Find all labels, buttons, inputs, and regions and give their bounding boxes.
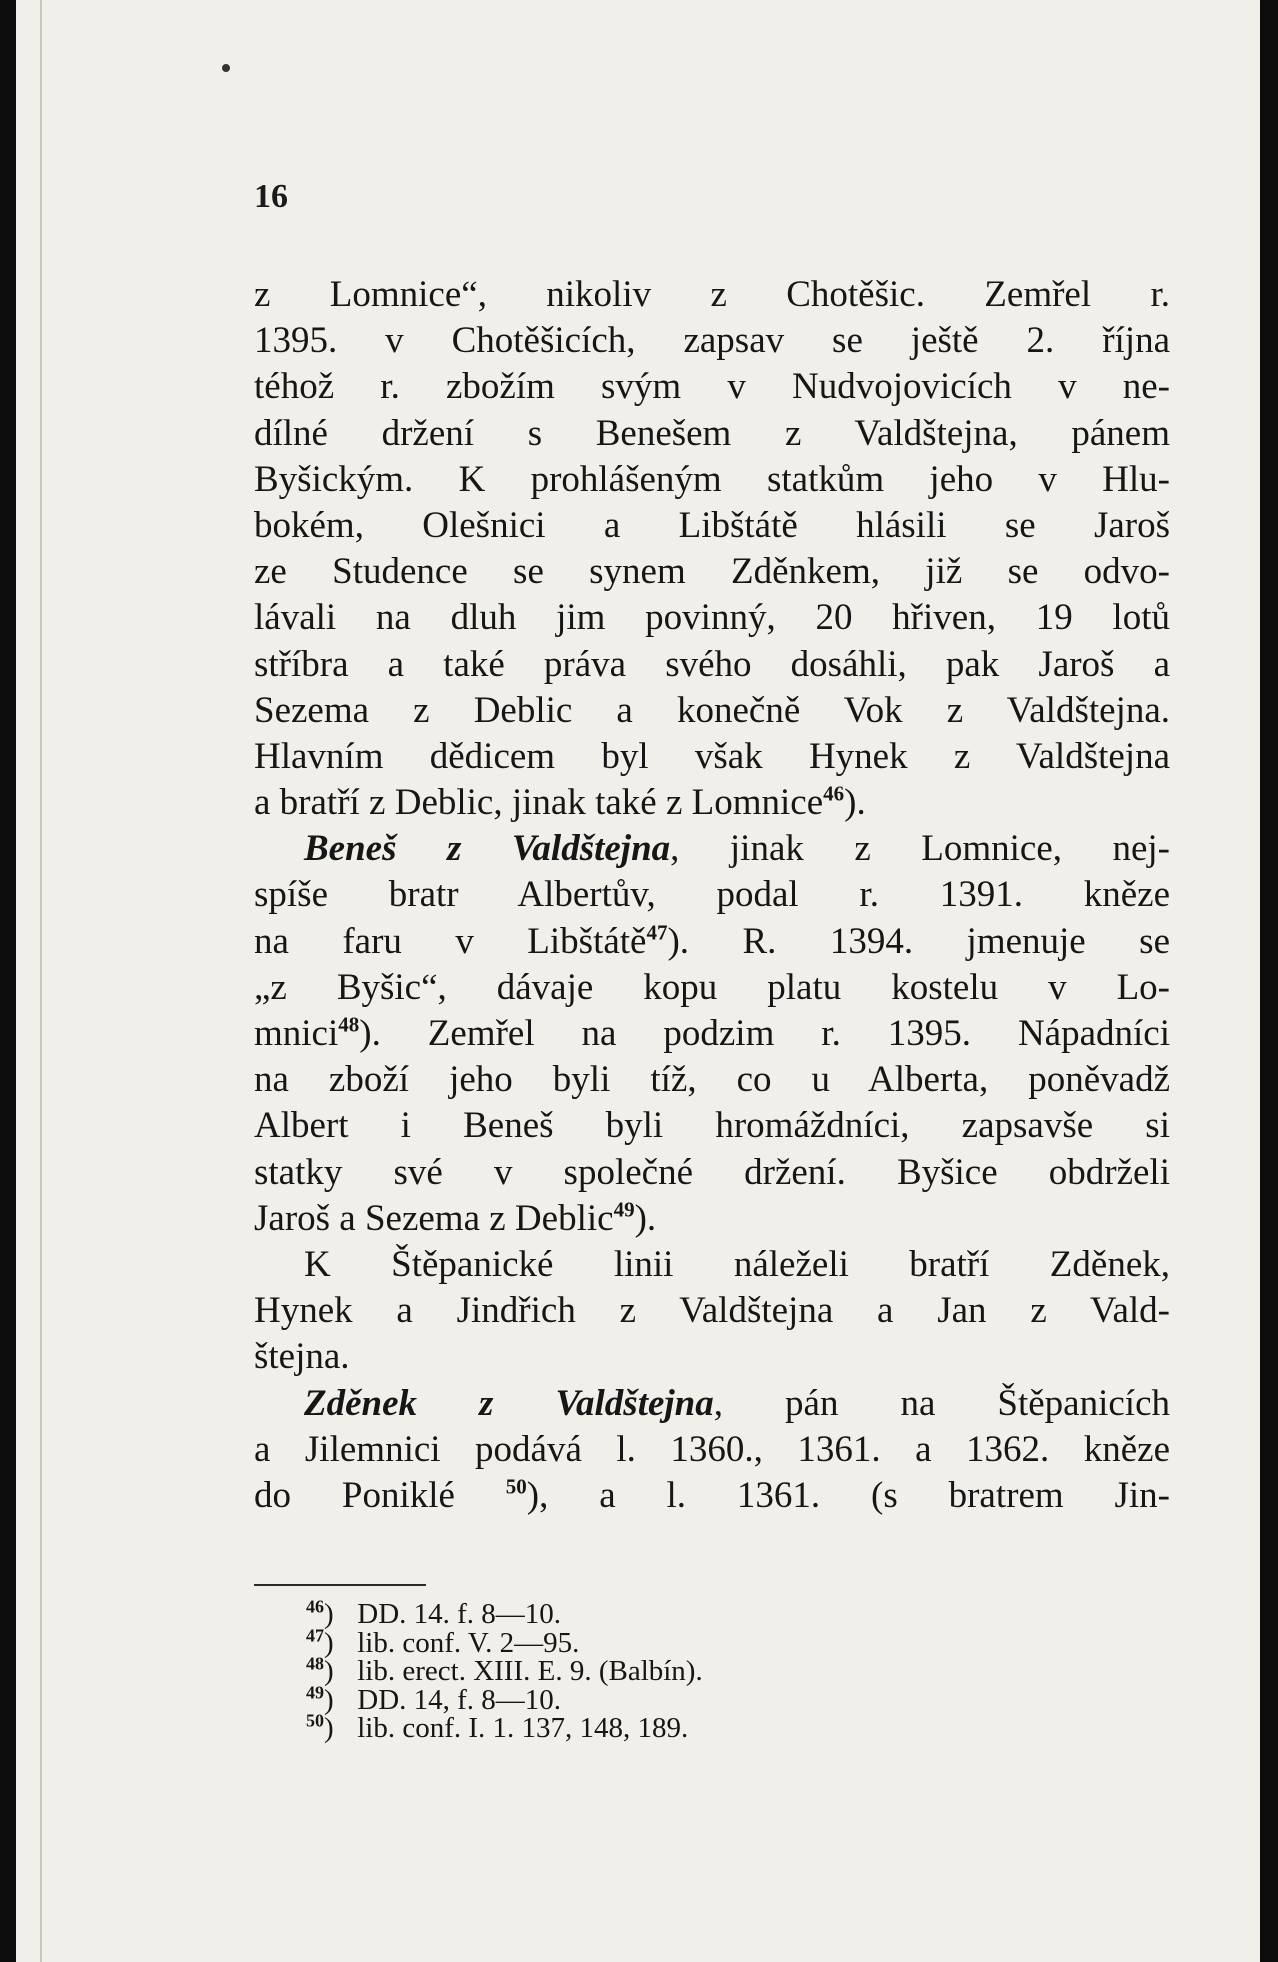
- italic-name: Zděnek z Valdštejna: [304, 1382, 714, 1424]
- footnote: $^{47}$) lib. conf. V. 2—95.: [306, 1624, 580, 1659]
- text-line: K Štěpanické linii náleželi bratří Zděnek,: [304, 1243, 1170, 1285]
- text-line: 1395. v Chotěšicích, zapsav se ještě 2. října: [254, 320, 1170, 362]
- footnotes: [306, 1596, 703, 1744]
- text-line: dílné držení s Benešem z Valdštejna, pánem: [254, 412, 1170, 454]
- text-line: statky své v společné držení. Byšice obdrželi: [254, 1151, 1170, 1193]
- footnote-number: $^{46}$): [306, 1596, 334, 1630]
- footnote-reference: 50: [505, 1474, 527, 1499]
- text-line: mnici$^{48}$). Zemřel na podzim r. 1395. Nápadníci: [254, 1012, 1170, 1054]
- text-line: na zboží jeho byli tíž, co u Alberta, poněvadž: [254, 1059, 1170, 1101]
- text-line: téhož r. zbožím svým v Nudvojovicích v ne-: [254, 366, 1170, 408]
- paragraph: [254, 1242, 1170, 1381]
- text-line: a Jilemnici podává l. 1360., 1361. a 1362. kněze: [254, 1428, 1170, 1470]
- text-line: Hynek a Jindřich z Valdštejna a Jan z Vald-: [254, 1290, 1170, 1332]
- page-gutter-line: [40, 0, 42, 1962]
- text-line: Byšickým. K prohlášeným statkům jeho v Hlu-: [254, 458, 1170, 500]
- text-line: Jaroš a Sezema z Deblic$^{49}$).: [254, 1197, 657, 1239]
- text-line: „z Byšic“, dávaje kopu platu kostelu v Lo-: [254, 966, 1170, 1008]
- text-line: stříbra a také práva svého dosáhli, pak Jaroš a: [254, 643, 1170, 685]
- text-line: ze Studence se synem Zděnkem, již se odvo-: [254, 551, 1170, 593]
- footnote-reference: 47: [646, 920, 668, 945]
- ink-speck: [222, 64, 230, 72]
- text-line: z Lomnice“, nikoliv z Chotěšic. Zemřel r.: [254, 274, 1170, 315]
- footnote: $^{46}$) DD. 14. f. 8—10.: [306, 1596, 562, 1630]
- footnote: $^{50}$) lib. conf. I. 1. 137, 148, 189.: [306, 1710, 689, 1744]
- text-line: Hlavním dědicem byl však Hynek z Valdštejna: [254, 735, 1170, 777]
- text-line: spíše bratr Albertův, podal r. 1391. kněze: [254, 874, 1170, 916]
- paragraph: [254, 272, 1170, 826]
- footnote-reference: 48: [338, 1012, 360, 1037]
- footnote-reference: 46: [823, 781, 845, 806]
- text-line: Albert i Beneš byli hromáždníci, zapsavše si: [254, 1105, 1170, 1147]
- footnote-number: $^{47}$): [306, 1624, 334, 1659]
- footnote-reference: 49: [613, 1197, 635, 1222]
- page-number: 16: [254, 178, 288, 215]
- text-line: Beneš z Valdštejna, jinak z Lomnice, nej-: [304, 828, 1171, 870]
- body-text: [254, 272, 1170, 1519]
- paragraph: [254, 826, 1170, 1242]
- footnote-number: $^{48}$): [306, 1653, 334, 1687]
- text-line: Sezema z Deblic a konečně Vok z Valdštejna.: [254, 689, 1170, 731]
- text-line: lávali na dluh jim povinný, 20 hřiven, 19 lotů: [254, 597, 1170, 639]
- text-line: na faru v Libštátě$^{47}$). R. 1394. jmenuje se: [254, 920, 1170, 962]
- paragraph: [254, 1381, 1170, 1520]
- text-line: Zděnek z Valdštejna, pán na Štěpanicích: [304, 1382, 1170, 1424]
- footnote: $^{48}$) lib. erect. XIII. E. 9. (Balbín).: [306, 1653, 703, 1687]
- book-page: [16, 0, 1260, 1962]
- footnote-separator: [254, 1584, 426, 1586]
- text-line: a bratří z Deblic, jinak také z Lomnice$^{46}$).: [254, 781, 866, 824]
- footnote-number: $^{50}$): [306, 1710, 334, 1744]
- footnote-number: $^{49}$): [306, 1681, 334, 1716]
- text-line: do Poniklé $^{50}$), a l. 1361. (s bratrem Jin-: [254, 1474, 1171, 1516]
- text-line: bokém, Olešnici a Libštátě hlásili se Jaroš: [254, 504, 1170, 546]
- italic-name: Beneš z Valdštejna: [304, 828, 671, 870]
- text-line: štejna.: [254, 1336, 350, 1378]
- footnote: $^{49}$) DD. 14, f. 8—10.: [306, 1681, 562, 1716]
